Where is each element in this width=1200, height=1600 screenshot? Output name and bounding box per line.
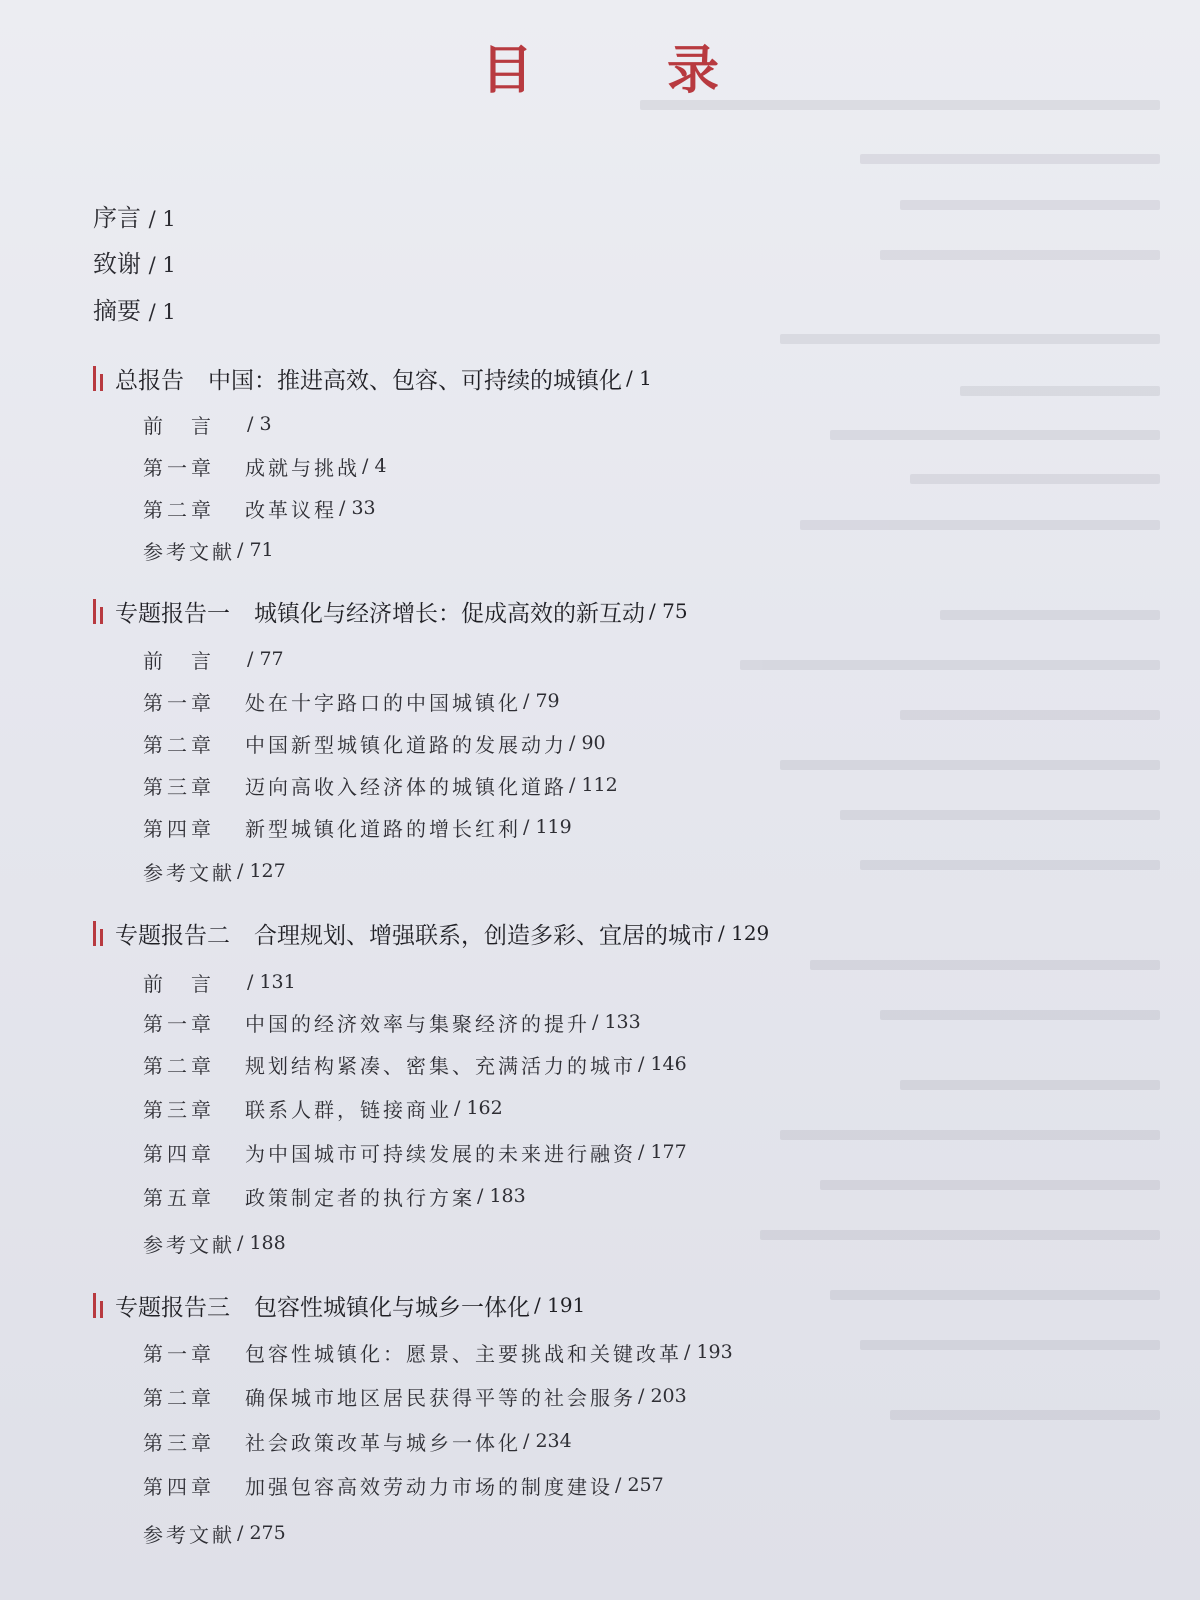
toc-prelim-preface[interactable] [93, 198, 176, 233]
toc-entry[interactable] [143, 967, 296, 997]
entry-label: 第二章 [143, 732, 215, 757]
section-marker-icon [93, 920, 107, 946]
entry-label: 第二章 [143, 497, 215, 522]
section-title: 合理规划、增强联系，创造多彩、宜居的城市 [254, 922, 714, 949]
entry-page: / 71 [237, 539, 274, 561]
prelim-page: / 1 [148, 253, 176, 277]
entry-label: 第五章 [143, 1185, 215, 1210]
toc-entry[interactable] [143, 1137, 687, 1167]
entry-label: 第三章 [143, 774, 215, 799]
toc-section-special-report-1[interactable] [93, 594, 688, 628]
entry-label: 第一章 [143, 1341, 215, 1366]
entry-page: / 146 [638, 1053, 687, 1075]
toc-entry[interactable] [143, 409, 272, 439]
toc-section-special-report-2[interactable] [93, 916, 769, 950]
prelim-page: / 1 [148, 207, 176, 231]
entry-page: / 131 [247, 971, 296, 993]
entry-page: / 257 [615, 1474, 664, 1496]
entry-label: 参考文献 [143, 860, 235, 885]
entry-title: 政策制定者的执行方案 [245, 1185, 475, 1210]
toc-entry[interactable] [143, 1228, 286, 1258]
page-title: 目 录 [480, 41, 778, 101]
section-label: 专题报告二 [115, 922, 230, 949]
entry-page: / 234 [523, 1430, 572, 1452]
entry-page: / 77 [247, 648, 284, 670]
section-label: 专题报告三 [115, 1294, 230, 1321]
entry-page: / 133 [592, 1011, 641, 1033]
section-marker-icon [93, 365, 107, 391]
entry-page: / 112 [569, 774, 618, 796]
entry-title: 规划结构紧凑、密集、充满活力的城市 [245, 1053, 636, 1078]
section-marker-icon [93, 598, 107, 624]
entry-page: / 33 [339, 497, 376, 519]
toc-entry[interactable] [143, 856, 286, 886]
entry-page: / 162 [454, 1097, 503, 1119]
entry-title: 联系人群，链接商业 [245, 1097, 452, 1122]
toc-entry[interactable] [143, 451, 387, 481]
entry-title: 处在十字路口的中国城镇化 [245, 690, 521, 715]
section-label: 总报告 [115, 367, 184, 394]
prelim-label: 摘要 [93, 297, 141, 325]
entry-title: 中国新型城镇化道路的发展动力 [245, 732, 567, 757]
toc-prelim-abstract[interactable] [93, 291, 176, 326]
entry-title: 新型城镇化道路的增长红利 [245, 816, 521, 841]
entry-page: / 177 [638, 1141, 687, 1163]
entry-page: / 188 [237, 1232, 286, 1254]
entry-label: 参考文献 [143, 539, 235, 564]
toc-entry[interactable] [143, 1181, 526, 1211]
entry-page: / 4 [362, 455, 387, 477]
toc-prelim-acknowledgements[interactable] [93, 244, 176, 279]
entry-page: / 275 [237, 1522, 286, 1544]
entry-title: 中国的经济效率与集聚经济的提升 [245, 1011, 590, 1036]
entry-label: 第一章 [143, 1011, 215, 1036]
entry-page: / 203 [638, 1385, 687, 1407]
entry-page: / 193 [684, 1341, 733, 1363]
toc-entry[interactable] [143, 1470, 664, 1500]
toc-entry[interactable] [143, 686, 560, 716]
entry-label: 第四章 [143, 1474, 215, 1499]
toc-section-general-report[interactable] [93, 361, 652, 395]
section-page: / 75 [649, 599, 688, 623]
toc-entry[interactable] [143, 1426, 572, 1456]
entry-title: 改革议程 [245, 497, 337, 522]
entry-label: 第三章 [143, 1430, 215, 1455]
section-title: 包容性城镇化与城乡一体化 [254, 1294, 530, 1321]
entry-title: 迈向高收入经济体的城镇化道路 [245, 774, 567, 799]
prelim-label: 致谢 [93, 250, 141, 278]
entry-title: 包容性城镇化：愿景、主要挑战和关键改革 [245, 1341, 682, 1366]
entry-page: / 119 [523, 816, 572, 838]
toc-entry[interactable] [143, 1381, 687, 1411]
entry-label: 第二章 [143, 1053, 215, 1078]
section-title: 城镇化与经济增长：促成高效的新互动 [254, 600, 645, 627]
section-label: 专题报告一 [115, 600, 230, 627]
toc-entry[interactable] [143, 1093, 503, 1123]
entry-page: / 127 [237, 860, 286, 882]
entry-label: 第一章 [143, 690, 215, 715]
entry-label: 前 言 [143, 971, 215, 996]
section-page: / 129 [718, 921, 770, 945]
entry-page: / 79 [523, 690, 560, 712]
entry-label: 前 言 [143, 648, 215, 673]
toc-entry[interactable] [143, 535, 274, 565]
entry-page: / 90 [569, 732, 606, 754]
section-page: / 191 [534, 1293, 586, 1317]
section-marker-icon [93, 1292, 107, 1318]
toc-entry[interactable] [143, 728, 606, 758]
toc-entry[interactable] [143, 770, 618, 800]
toc-entry[interactable] [143, 1337, 733, 1367]
entry-label: 参考文献 [143, 1232, 235, 1257]
toc-entry[interactable] [143, 812, 572, 842]
entry-label: 第三章 [143, 1097, 215, 1122]
entry-label: 第一章 [143, 455, 215, 480]
section-page: / 1 [626, 366, 652, 390]
entry-label: 参考文献 [143, 1522, 235, 1547]
entry-label: 第四章 [143, 816, 215, 841]
entry-title: 社会政策改革与城乡一体化 [245, 1430, 521, 1455]
prelim-page: / 1 [148, 300, 176, 324]
entry-page: / 183 [477, 1185, 526, 1207]
toc-entry[interactable] [143, 493, 376, 523]
toc-entry[interactable] [143, 1007, 641, 1037]
section-title: 中国：推进高效、包容、可持续的城镇化 [208, 367, 622, 394]
entry-label: 前 言 [143, 413, 215, 438]
entry-title: 确保城市地区居民获得平等的社会服务 [245, 1385, 636, 1410]
prelim-label: 序言 [93, 204, 141, 232]
entry-title: 加强包容高效劳动力市场的制度建设 [245, 1474, 613, 1499]
toc-entry[interactable] [143, 1049, 687, 1079]
entry-label: 第四章 [143, 1141, 215, 1166]
toc-entry[interactable] [143, 1518, 286, 1548]
entry-title: 为中国城市可持续发展的未来进行融资 [245, 1141, 636, 1166]
toc-entry[interactable] [143, 644, 284, 674]
entry-page: / 3 [247, 413, 272, 435]
entry-label: 第二章 [143, 1385, 215, 1410]
entry-title: 成就与挑战 [245, 455, 360, 480]
toc-section-special-report-3[interactable] [93, 1288, 585, 1322]
